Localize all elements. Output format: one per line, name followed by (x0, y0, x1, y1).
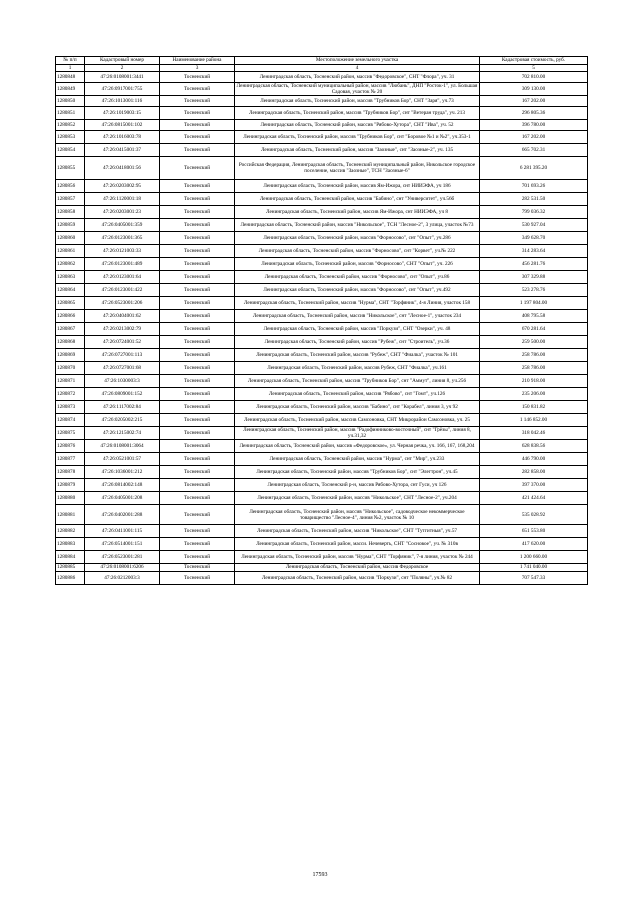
row-number: 1280851 (56, 107, 85, 120)
table-row (56, 479, 588, 492)
cadastral-value: 535 028.92 (480, 505, 588, 525)
cadastral-value: 651 553.80 (480, 525, 588, 538)
cadastral-value: 167 202.00 (480, 131, 588, 144)
district-name: Тосненский (160, 131, 235, 144)
table-row (56, 310, 588, 323)
cadastral-number: 47:26:0402001:288 (85, 505, 160, 525)
district-name: Тосненский (160, 349, 235, 362)
plot-location: Ленинградская область, Тосненский район, массив "Нурма", снт "Мир", уч.233 (235, 453, 480, 466)
cadastral-number: 47:26:0123001:422 (85, 284, 160, 297)
cadastral-number: 47:26:0405001:359 (85, 219, 160, 232)
table-row (56, 466, 588, 479)
row-number: 1280879 (56, 479, 85, 492)
table-row (56, 551, 588, 564)
cadastral-value: 665 702.31 (480, 144, 588, 157)
table-row (56, 362, 588, 375)
row-number: 1280862 (56, 258, 85, 271)
row-number: 1280871 (56, 375, 85, 388)
cadastral-number: 47:26:0203002:95 (85, 180, 160, 193)
table-row (56, 131, 588, 144)
cadastral-number: 47:26:0514001:151 (85, 538, 160, 551)
cadastral-value: 408 795.58 (480, 310, 588, 323)
plot-location: Ленинградская область, Тосненский район, массив "Рябово-Хутора", СНТ "Ива", уч. 52 (235, 120, 480, 131)
cadastral-number: 47:26:0411001:115 (85, 525, 160, 538)
index-cell: 2 (85, 65, 160, 72)
row-number: 1280886 (56, 571, 85, 584)
district-name: Тосненский (160, 258, 235, 271)
district-name: Тосненский (160, 193, 235, 206)
cadastral-value-table (55, 56, 588, 585)
plot-location: Ленинградская область, Тосненский район, массив "Никольское", СНТ "Лесное-2", уч.204 (235, 492, 480, 505)
table-row (56, 453, 588, 466)
row-number: 1280856 (56, 180, 85, 193)
plot-location: Ленинградская область, Тосненский р-н, массив Рябово-Хутора, снт Гуси, уч 126 (235, 479, 480, 492)
plot-location: Ленинградская область, Тосненский муниципальный район, массив "Любань", ДНП "Росток-1", ул. Большая Садовая, участок № 20 (235, 83, 480, 96)
cadastral-number: 47:26:0405001:208 (85, 492, 160, 505)
row-number: 1280864 (56, 284, 85, 297)
row-number: 1280878 (56, 466, 85, 479)
cadastral-value: 258 786.00 (480, 362, 588, 375)
table-row (56, 564, 588, 571)
district-name: Тосненский (160, 525, 235, 538)
cadastral-number: 47:26:1013001:116 (85, 96, 160, 107)
plot-location: Ленинградская область, Тосненский район, массив «Федоровское», ул. Черная речка, уч. 166, 167, 168,204 (235, 440, 480, 453)
cadastral-value: 296 805.36 (480, 107, 588, 120)
district-name: Тосненский (160, 271, 235, 284)
district-name: Тосненский (160, 107, 235, 120)
district-name: Тосненский (160, 72, 235, 83)
row-number: 1280855 (56, 157, 85, 180)
plot-location: Ленинградская область, Тосненский район, массив "Поркузи", СНТ "Озерки", уч. 48 (235, 323, 480, 336)
plot-location: Ленинградская область, Тосненский район, массив "Рубеж", снт "Строитель", уч.36 (235, 336, 480, 349)
cadastral-number: 47:26:0809001:152 (85, 388, 160, 401)
plot-location: Ленинградская область, Тосненский район, массив "Рябово", снт "Гомт", уч.126 (235, 388, 480, 401)
cadastral-value: 397 370.00 (480, 479, 588, 492)
index-cell: 4 (235, 65, 480, 72)
cadastral-number: 47:26:0123001:489 (85, 258, 160, 271)
cadastral-value: 314 283.64 (480, 245, 588, 258)
row-number: 1280853 (56, 131, 85, 144)
plot-location: Ленинградская область, Тосненский район, массив "Форносово", снт "Опыт", уч.86 (235, 271, 480, 284)
plot-location: Ленинградская область, Тосненский район, массив "Нурма", СНТ "Торфяник", 7-я линия, участок № 244 (235, 551, 480, 564)
cadastral-value: 282 531.50 (480, 193, 588, 206)
district-name: Тосненский (160, 414, 235, 427)
header-number: № п/п (56, 57, 85, 65)
plot-location: Ленинградская область, Тосненский район, масси. Нечеверть, СНТ "Сосновое", уч. № 310в (235, 538, 480, 551)
table-row (56, 245, 588, 258)
table-row (56, 492, 588, 505)
row-number: 1280881 (56, 505, 85, 525)
cadastral-number: 47:26:0212003:3 (85, 571, 160, 584)
district-name: Тосненский (160, 571, 235, 584)
row-number: 1280848 (56, 72, 85, 83)
district-name: Тосненский (160, 157, 235, 180)
cadastral-value: 530 927.04 (480, 219, 588, 232)
plot-location: Ленинградская область, Тосненский район, массив Федоровское (235, 564, 480, 571)
plot-location: Ленинградская область, Тосненский район, массив "Трубников Бор", снт "Ветеран труда", уч. 213 (235, 107, 480, 120)
table-row (56, 72, 588, 83)
row-number: 1280865 (56, 297, 85, 310)
cadastral-number: 47:26:0521001:57 (85, 453, 160, 466)
district-name: Тосненский (160, 427, 235, 440)
cadastral-number: 47:26:0108001:3064 (85, 440, 160, 453)
plot-location: Ленинградская область, Тосненский район, массив Ям-Ижора, снт НИИЭФА, уч 186 (235, 180, 480, 193)
cadastral-number: 47:26:0108001:3441 (85, 72, 160, 83)
cadastral-number: 47:26:1117002:84 (85, 401, 160, 414)
district-name: Тосненский (160, 538, 235, 551)
cadastral-number: 47:26:0123001:365 (85, 232, 160, 245)
cadastral-value: 1 197 804.00 (480, 297, 588, 310)
district-name: Тосненский (160, 120, 235, 131)
cadastral-number: 47:26:0727001:68 (85, 362, 160, 375)
cadastral-value: 1 146 852.00 (480, 414, 588, 427)
district-name: Тосненский (160, 401, 235, 414)
table-row (56, 258, 588, 271)
table-row (56, 388, 588, 401)
plot-location: Ленинградская область, Тосненский район, массив "Трубников Бор", снт "Боровое №1 и №2", уч.353-1 (235, 131, 480, 144)
cadastral-value: 707 547.33 (480, 571, 588, 584)
cadastral-value: 349 628.70 (480, 232, 588, 245)
plot-location: Ленинградская область, Тосненский район, массив "Поркузи", снт "Поляны", уч.№ 82 (235, 571, 480, 584)
cadastral-number: 47:26:1120001:18 (85, 193, 160, 206)
row-number: 1280869 (56, 349, 85, 362)
table-row (56, 144, 588, 157)
table-row (56, 219, 588, 232)
plot-location: Ленинградская область, Тосненский район, массив "Бабино", снт "Корабел", линия 3, уч 92 (235, 401, 480, 414)
table-row (56, 571, 588, 584)
cadastral-value: 167 202.00 (480, 96, 588, 107)
row-number: 1280861 (56, 245, 85, 258)
row-number: 1280884 (56, 551, 85, 564)
plot-location: Ленинградская область, Тосненский район, массив "Федоровское", СНТ "Флора", уч. 31 (235, 72, 480, 83)
cadastral-value: 235 206.00 (480, 388, 588, 401)
row-number: 1280858 (56, 206, 85, 219)
cadastral-number: 47:26:1016003:78 (85, 131, 160, 144)
cadastral-number: 47:26:0724001:52 (85, 336, 160, 349)
cadastral-number: 47:26:0523001:206 (85, 297, 160, 310)
table-row (56, 180, 588, 193)
row-number: 1280882 (56, 525, 85, 538)
district-name: Тосненский (160, 310, 235, 323)
table-row (56, 505, 588, 525)
table-row (56, 336, 588, 349)
cadastral-number: 47:26:1215002:74 (85, 427, 160, 440)
cadastral-value: 309 130.00 (480, 83, 588, 96)
cadastral-value: 307 329.88 (480, 271, 588, 284)
header-cadastral-value: Кадастровая стоимость, руб. (480, 57, 588, 65)
table-row (56, 157, 588, 180)
district-name: Тосненский (160, 297, 235, 310)
table-row (56, 206, 588, 219)
cadastral-value: 318 042.46 (480, 427, 588, 440)
plot-location: Ленинградская область, Тосненский район, массив "Трубников Бор", снт "Элегтрон", уч.45 (235, 466, 480, 479)
table-row (56, 297, 588, 310)
row-number: 1280885 (56, 564, 85, 571)
cadastral-number: 47:26:1019003:15 (85, 107, 160, 120)
plot-location: Ленинградская область, Тосненский район, массив "Трубников Бор", СНТ "Заря", уч.73 (235, 96, 480, 107)
district-name: Тосненский (160, 440, 235, 453)
row-number: 1280876 (56, 440, 85, 453)
cadastral-number: 47:26:1036001:212 (85, 466, 160, 479)
cadastral-value: 150 831.82 (480, 401, 588, 414)
table-row (56, 323, 588, 336)
cadastral-value: 446 790.00 (480, 453, 588, 466)
district-name: Тосненский (160, 245, 235, 258)
plot-location: Ленинградская область, Тосненский район, массив "Форносово", снт "Опыт", уч.492 (235, 284, 480, 297)
page-number: 17593 (312, 872, 328, 878)
district-name: Тосненский (160, 206, 235, 219)
cadastral-value: 523 278.76 (480, 284, 588, 297)
district-name: Тосненский (160, 479, 235, 492)
cadastral-number: 47:26:0727001:113 (85, 349, 160, 362)
row-number: 1280852 (56, 120, 85, 131)
row-number: 1280874 (56, 414, 85, 427)
plot-location: Ленинградская область, Тосненский район, массив "Никольское", СНТ "Тутгитныя", уч.57 (235, 525, 480, 538)
cadastral-number: 47:26:0917001:755 (85, 83, 160, 96)
plot-location: Ленинградская область, Тосненский район, массив "Бабино", снт "Университет", уч.56б (235, 193, 480, 206)
cadastral-value: 417 620.00 (480, 538, 588, 551)
plot-location: Ленинградская область, Тосненский район, массив "Никольское", снт "Лесное-1", участок 234 (235, 310, 480, 323)
index-cell: 5 (480, 65, 588, 72)
district-name: Тосненский (160, 453, 235, 466)
row-number: 1280857 (56, 193, 85, 206)
district-name: Тосненский (160, 564, 235, 571)
table-row (56, 193, 588, 206)
cadastral-number: 47:26:0404001:62 (85, 310, 160, 323)
plot-location: Ленинградская область, Тосненский район, массив Ям-Ижора, снт НИИЭФА, уч 8 (235, 206, 480, 219)
cadastral-value: 210 918.00 (480, 375, 588, 388)
cadastral-value: 456 281.76 (480, 258, 588, 271)
cadastral-value: 396 780.00 (480, 120, 588, 131)
district-name: Тосненский (160, 83, 235, 96)
district-name: Тосненский (160, 284, 235, 297)
cadastral-number: 47:26:0123001:64 (85, 271, 160, 284)
table-row (56, 401, 588, 414)
table-row (56, 538, 588, 551)
row-number: 1280883 (56, 538, 85, 551)
district-name: Тосненский (160, 96, 235, 107)
plot-location: Ленинградская область, Тосненский район, массив "Рубеж", СНТ "Фиалка", участок № 101 (235, 349, 480, 362)
row-number: 1280877 (56, 453, 85, 466)
district-name: Тосненский (160, 219, 235, 232)
plot-location: Ленинградская область, Тосненский район, массив "Никольское", садоводческое некоммерческое товарищество "Лесное-4", линия №2, участок № 10 (235, 505, 480, 525)
district-name: Тосненский (160, 336, 235, 349)
cadastral-number: 47:26:0213002:79 (85, 323, 160, 336)
cadastral-number: 47:26:0418001:56 (85, 157, 160, 180)
row-number: 1280872 (56, 388, 85, 401)
table-index-row (56, 65, 588, 72)
cadastral-value: 259 500.00 (480, 336, 588, 349)
table-row (56, 284, 588, 297)
cadastral-number: 47:26:0814002:148 (85, 479, 160, 492)
row-number: 1280859 (56, 219, 85, 232)
cadastral-value: 670 281.64 (480, 323, 588, 336)
table-row (56, 271, 588, 284)
district-name: Тосненский (160, 362, 235, 375)
cadastral-value: 421 424.64 (480, 492, 588, 505)
district-name: Тосненский (160, 551, 235, 564)
row-number: 1280868 (56, 336, 85, 349)
table-body (56, 72, 588, 584)
cadastral-number: 47:26:0523001:281 (85, 551, 160, 564)
plot-location: Ленинградская область, Тосненский район, массив "Радофинниково-восточный", снт "Грёзы", линия 8, уч.31,32 (235, 427, 480, 440)
row-number: 1280854 (56, 144, 85, 157)
row-number: 1280873 (56, 401, 85, 414)
cadastral-value: 1 741 040.00 (480, 564, 588, 571)
district-name: Тосненский (160, 466, 235, 479)
table-header-row (56, 57, 588, 65)
cadastral-number: 47:26:0815001:102 (85, 120, 160, 131)
cadastral-value: 1 200 660.00 (480, 551, 588, 564)
plot-location: Ленинградская область, Тосненский район, массив "Никольское", ТСН "Лесное-2", 3 улица, участок №73 (235, 219, 480, 232)
district-name: Тосненский (160, 505, 235, 525)
table-row (56, 440, 588, 453)
cadastral-number: 47:26:0415001:37 (85, 144, 160, 157)
cadastral-number: 47:26:1030003:3 (85, 375, 160, 388)
table-row (56, 525, 588, 538)
district-name: Тосненский (160, 492, 235, 505)
cadastral-value: 258 786.00 (480, 349, 588, 362)
table-row (56, 232, 588, 245)
district-name: Тосненский (160, 180, 235, 193)
row-number: 1280867 (56, 323, 85, 336)
table-row (56, 83, 588, 96)
plot-location: Ленинградская область, Тосненский район, массив "Форносово", снт "Опыт", уч.286 (235, 232, 480, 245)
cadastral-value: 628 838.56 (480, 440, 588, 453)
district-name: Тосненский (160, 323, 235, 336)
row-number: 1280875 (56, 427, 85, 440)
row-number: 1280880 (56, 492, 85, 505)
table-row (56, 427, 588, 440)
row-number: 1280850 (56, 96, 85, 107)
row-number: 1280860 (56, 232, 85, 245)
plot-location: Ленинградская область, Тосненский район, массив "Заозные", снт "Заозные-2", уч. 135 (235, 144, 480, 157)
district-name: Тосненский (160, 144, 235, 157)
index-cell: 3 (160, 65, 235, 72)
plot-location: Ленинградская область, Тосненский район, массив "Форносово", СНТ "Опыт", уч. 226 (235, 258, 480, 271)
cadastral-number: 47:26:0108001:6206 (85, 564, 160, 571)
cadastral-number: 47:26:0121003:33 (85, 245, 160, 258)
cadastral-value: 702 810.00 (480, 72, 588, 83)
plot-location: Ленинградская область, Тосненский район, массив Самсоновка, СНТ Микрорайон Самсоновка, уч. 25 (235, 414, 480, 427)
table-row (56, 107, 588, 120)
plot-location: Ленинградская область, Тосненский район, массив "Нурма", СНТ "Торфяник", 4-я Линия, участок 158 (235, 297, 480, 310)
cadastral-value: 6 281 395.20 (480, 157, 588, 180)
index-cell: 1 (56, 65, 85, 72)
plot-location: Ленинградская область, Тосненский район, массив "Трубников Бор", снт "Аммут", линия 8, уч.256 (235, 375, 480, 388)
row-number: 1280863 (56, 271, 85, 284)
district-name: Тосненский (160, 232, 235, 245)
plot-location: Российская Федерация, Ленинградская область, Тосненский муниципальный район, Никольское городское поселение, массив "Заозные", ТСН "Заозные-6" (235, 157, 480, 180)
row-number: 1280849 (56, 83, 85, 96)
cadastral-value: 799 036.32 (480, 206, 588, 219)
table-row (56, 96, 588, 107)
header-district: Наименование района (160, 57, 235, 65)
plot-location: Ленинградская область, Тосненский район, массив "Форносово", снт "Корвет", уч.№ 222 (235, 245, 480, 258)
district-name: Тосненский (160, 388, 235, 401)
cadastral-number: 47:26:0205002:215 (85, 414, 160, 427)
cadastral-value: 701 693.26 (480, 180, 588, 193)
row-number: 1280866 (56, 310, 85, 323)
cadastral-number: 47:26:0203001:23 (85, 206, 160, 219)
plot-location: Ленинградская область, Тосненский район, массив Рубеж, СНТ "Фиалка", уч.161 (235, 362, 480, 375)
table-row (56, 349, 588, 362)
table-row (56, 375, 588, 388)
row-number: 1280870 (56, 362, 85, 375)
cadastral-value: 282 858.00 (480, 466, 588, 479)
table-row (56, 414, 588, 427)
table-row (56, 120, 588, 131)
district-name: Тосненский (160, 375, 235, 388)
header-location: Местоположение земельного участка (235, 57, 480, 65)
header-cadastral-number: Кадастровый номер (85, 57, 160, 65)
